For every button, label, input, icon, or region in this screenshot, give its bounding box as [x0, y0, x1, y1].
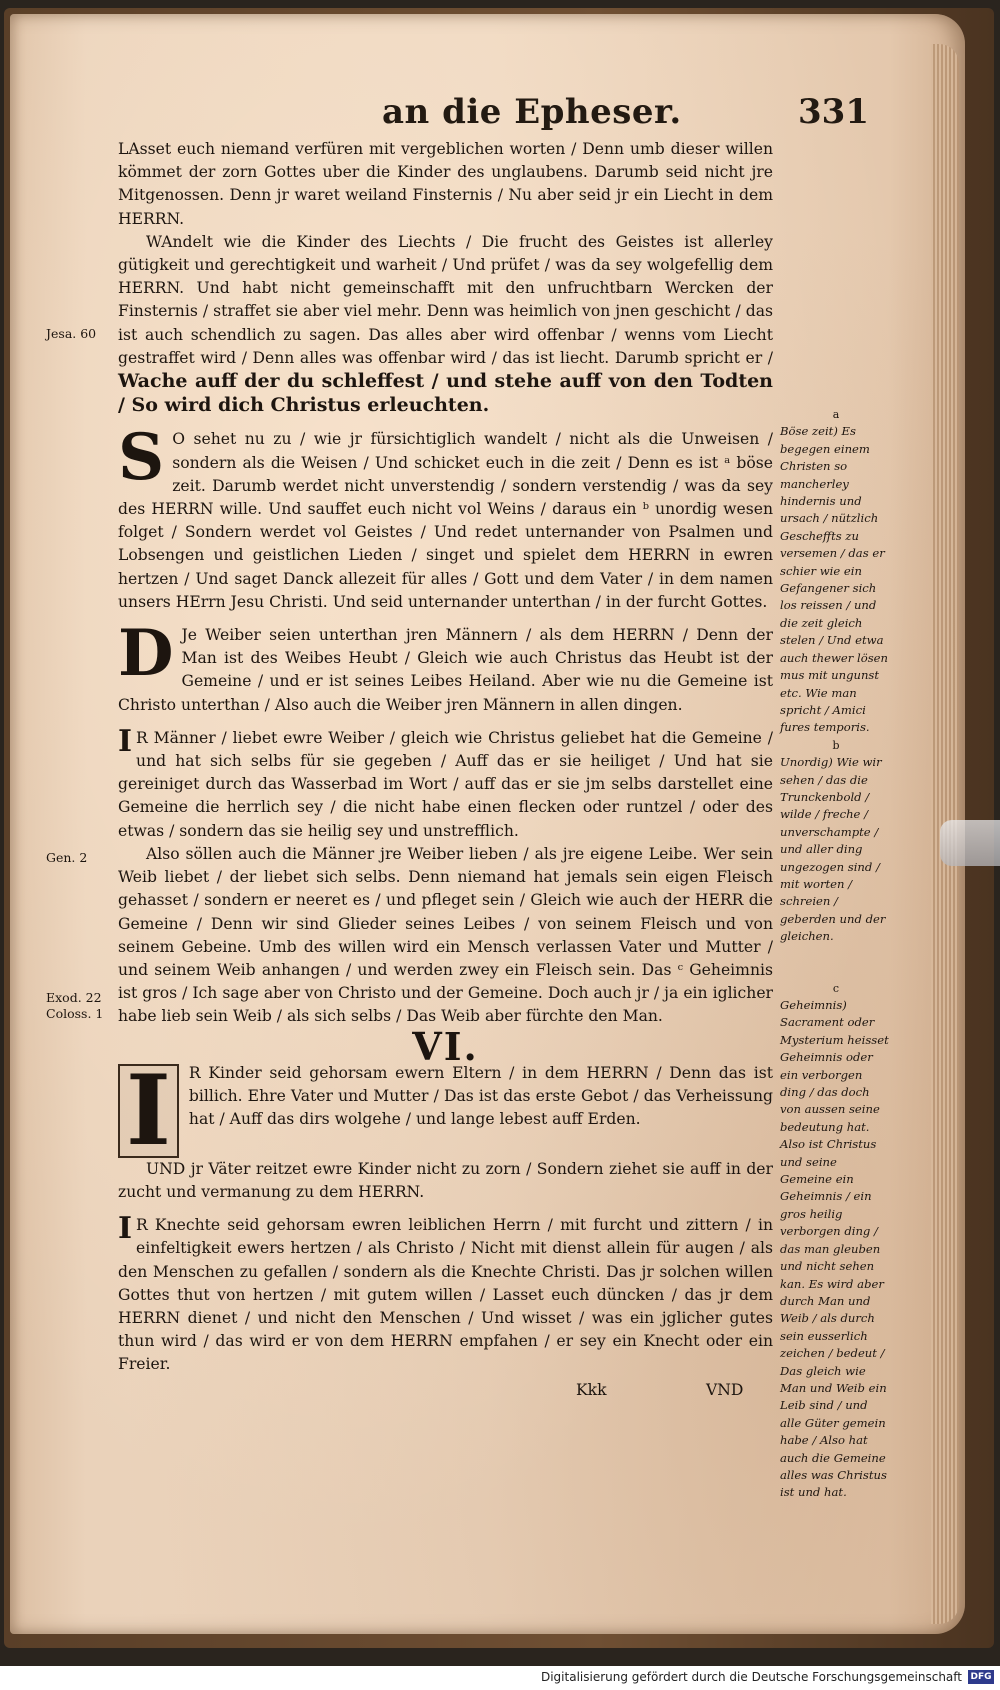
running-head: an die Epheser. — [382, 92, 682, 132]
page-clip — [940, 820, 1000, 866]
ornamental-initial-i: I — [118, 1064, 179, 1158]
initial-i-men: I — [118, 723, 133, 759]
side-note-b-text: Unordig) Wie wir sehen / das die Trunckenbold / wilde / freche / unverschampte / und aller ding ungezogen sind / mit worten / schreien / geberden und der gleichen. — [780, 755, 886, 944]
paragraph-4-text: Je Weiber seien unterthan jren Männern / als dem HERRN / Denn der Man ist des Weibes Heubt / Gleich wie auch Christus das Heubt ist der Gemeine / und er ist seines Leibes Heiland. Aber wie nu die Gemeine ist Christo unterthan / Also auch die Weiber jren Männern in allen dingen. — [118, 626, 773, 714]
side-note-c — [780, 980, 892, 1502]
funding-credit: Digitalisierung gefördert durch die Deutsche Forschungsgemeinschaft — [540, 1670, 962, 1684]
paragraph-4 — [118, 616, 773, 717]
paragraph-1: LAsset euch niemand verfüren mit vergeblichen worten / Denn umb dieser willen kömmet der zorn Gottes uber die Kinder des unglaubens. Darumb seid nicht jre Mitgenossen. Denn jr waret weiland Finsternis / Nu aber seid jr ein Liecht in dem HERRN. — [118, 140, 773, 228]
dfg-logo: DFG — [968, 1670, 994, 1684]
side-note-c-text: Geheimnis) Sacrament oder Mysterium heisset Geheimnis oder ein verborgen ding / das doch von aussen seine bedeutung hat. Also ist Christus und seine Gemeine ein Geheimnis / ein gros heilig verborgen ding / das man gleuben und nicht sehen kan. Es wird aber durch Man und Weib / als durch sein eusserlich zeichen / bedeut / Das gleich wie Man und Weib ein Leib sind / und alle Güter gemein habe / Also hat auch die Gemeine alles was Christus ist und hat. — [780, 998, 889, 1500]
paragraph-7-text: R Kinder seid gehorsam ewern Eltern / in dem HERRN / Denn das ist billich. Ehre Vater und Mutter / Das ist das erste Gebot / das Verheissung hat / Auff das dirs wolgehe / und lange lebest auff Erden. — [188, 1063, 773, 1129]
paragraph-5 — [118, 723, 773, 843]
paragraph-2-quote: Wache auff der du schleffest / und stehe auff von den Todten / So wird dich Christus erleuchten. — [118, 370, 773, 417]
paragraph-9-text: R Knechte seid gehorsam ewren leiblichen Herrn / mit furcht und zittern / in einfeltigkeit ewers hertzen / als Christo / Nicht mit dienst allein für augen / als den Menschen zu gefallen / sondern als die Knechte Christi. Das jr solchen willen Gottes thut von hertzen / mit gutem willen / Lasset euch düncken / das jr dem HERRN dienet / und nicht den Menschen / Und wisset / was ein jglicher gutes thun wird / das wird er von dem HERRN empfahen / er sey ein Knecht oder ein Freier. — [118, 1216, 773, 1374]
initial-i-servants: I — [118, 1211, 133, 1247]
paragraph-9 — [118, 1211, 773, 1376]
side-note-a-mark: a — [832, 408, 840, 421]
footer-bar — [0, 1666, 1000, 1690]
page-header — [10, 92, 965, 142]
paragraph-8: UND jr Väter reitzet ewre Kinder nicht zu zorn / Sondern ziehet sie auff in der zucht und vermanung zu dem HERRN. — [118, 1159, 773, 1201]
paragraph-2 — [118, 231, 773, 419]
drop-cap-s: S — [118, 420, 165, 496]
side-note-c-mark: c — [832, 981, 840, 995]
paragraph-7 — [118, 1053, 773, 1167]
drop-cap-d: D — [118, 616, 174, 692]
paragraph-5-text: R Männer / liebet ewre Weiber / gleich wie Christus geliebet hat die Gemeine / und hat sich selbs für sie gegeben / Auff das er sie heiliget / Und hat sie gereiniget durch das Wasserbad im Wort / auff das er sie jm selbs darstellet eine Gemeine die herrlich sey / die nicht habe einen flecken oder runtzel / oder des etwas / sondern das sie heilig sey und unstrefflich. — [118, 728, 773, 840]
side-notes — [780, 406, 892, 1502]
side-note-b-mark: b — [832, 738, 840, 752]
signature-mark: Kkk — [576, 1381, 607, 1399]
page-number: 331 — [798, 92, 869, 132]
margin-ref-genesis: Gen. 2 — [46, 850, 88, 865]
paragraph-3-text: O sehet nu zu / wie jr fürsichtiglich wandelt / nicht als die Unweisen / sondern als die Weisen / Und schicket euch in die zeit / Denn es ist ᵃ böse zeit. Darumb werdet nicht unverstendig / sondern verstendig / was da sey des HERRN wille. Und sauffet euch nicht vol Weins / daraus ein ᵇ unordig wesen folget / Sondern werdet vol Geistes / Und redet unternander von Psalmen und Lobsengen und geistlichen Lieden / singet und spielet dem HERRN in ewren hertzen / Und saget Danck allezeit für alles / Gott und dem Vater / in dem namen unsers HErrn Jesu Christi. Und seid unternander unterthan / in der furcht Gottes. — [118, 430, 773, 611]
side-note-a-text: Böse zeit) Es begegen einem Christen so mancherley hindernis und ursach / nützlich Gescheffts zu versemen / das er schier wie ein Gefangener sich los reissen / und die zeit gleich stelen / Und etwa auch thewer lösen mus mit ungunst etc. Wie man spricht / Amici fures temporis. — [780, 424, 888, 735]
margin-ref-jesaja: Jesa. 60 — [46, 326, 97, 341]
book-page — [10, 14, 965, 1634]
side-note-a — [780, 406, 892, 737]
main-text — [118, 138, 773, 1377]
paragraph-3 — [118, 420, 773, 614]
margin-ref-exodus: Exod. 22 — [46, 990, 102, 1005]
margin-ref-colossians: Coloss. 1 — [46, 1006, 104, 1021]
chapter-heading: VI. — [412, 1023, 479, 1069]
catchword: VND — [706, 1381, 744, 1399]
side-note-b — [780, 737, 892, 946]
paragraph-2-text: WAndelt wie die Kinder des Liechts / Die frucht des Geistes ist allerley gütigkeit und gerechtigkeit und warheit / Und prüfet / was da sey wolgefellig dem HERRN. Und habt nicht gemeinschafft mit den unfruchtbarn Wercken der Finsternis / straffet sie aber viel mehr. Denn was heimlich von jnen geschicht / das ist auch schendlich zu sagen. Das alles aber wird offenbar / wenns vom Liecht gestraffet wird / Denn alles was offenbar wird / das ist liecht. Darumb spricht er / — [118, 232, 773, 367]
paragraph-6: Also söllen auch die Männer jre Weiber lieben / als jre eigene Leibe. Wer sein Weib liebet / der liebet sich selbs. Denn niemand hat jemals sein eigen Fleisch gehasset / sondern er neeret es / und pfleget sein / Gleich wie auch der HERR die Gemeine / Denn wir sind Glieder seines Leibes / von seinem Fleisch und von seinem Gebeine. Umb des willen wird ein Mensch verlassen Vater und Mutter / und seinem Weib anhangen / und werden zwey ein Fleisch sein. Das ᶜ Geheimnis ist gros / Ich sage aber von Christo und der Gemeine. Doch auch jr / ja ein iglicher habe lieb sein Weib / als sich selbs / Das Weib aber fürchte den Man. — [118, 844, 773, 1026]
